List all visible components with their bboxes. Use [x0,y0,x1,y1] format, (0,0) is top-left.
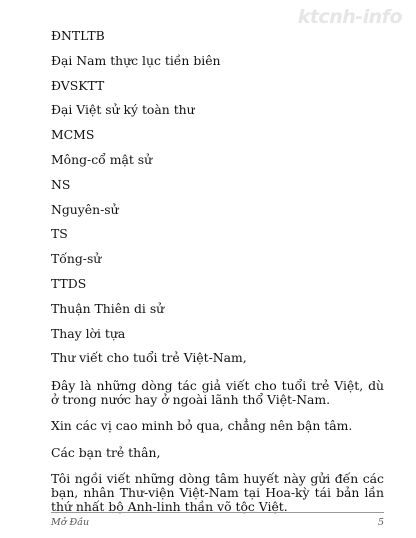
abbreviation-definition-line: Thuận Thiên di sử [51,300,165,316]
document-page [51,28,384,523]
abbreviation-definition-line: Đại Nam thực lục tiền biên [51,52,221,68]
abbreviation-line: TS [51,226,68,242]
section-heading: Thay lời tựa [51,325,126,341]
salutation-paragraph: Các bạn trẻ thân, [51,444,161,460]
letter-title: Thư viết cho tuổi trẻ Việt-Nam, [51,350,247,366]
footer-page-number: 5 [377,517,384,528]
abbreviation-definition-line: Đại Việt sử ký toàn thư [51,102,195,118]
abbreviation-definition-line: Mông-cổ mật sử [51,151,153,167]
abbreviation-line: ĐVSKTT [51,77,105,93]
body-paragraph: Tôi ngồi viết những dòng tâm huyết này gửi đến các bạn, nhân Thư-viện Việt-Nam tại Hoa-kỳ tái bản lần thứ nhất bộ Anh-linh thần võ tộc Việt. [51,470,384,514]
abbreviation-line: MCMS [51,127,95,143]
body-paragraph: Xin các vị cao minh bỏ qua, chẳng nên bận tâm. [51,418,353,434]
footer-section-title: Mở Đầu [51,517,90,528]
abbreviation-line: TTDS [51,275,87,291]
footer-divider [51,512,384,513]
abbreviation-definition-line: Tống-sử [51,251,102,267]
abbreviation-line: ĐNTLTB [51,28,105,43]
abbreviation-definition-line: Nguyên-sử [51,201,119,217]
abbreviation-line: NS [51,176,71,192]
body-paragraph: Đây là những dòng tác giả viết cho tuổi trẻ Việt, dù ở trong nước hay ở ngoài lãnh thổ Việt-Nam. [51,377,384,407]
watermark-logo: ktcnh-info [297,6,402,28]
